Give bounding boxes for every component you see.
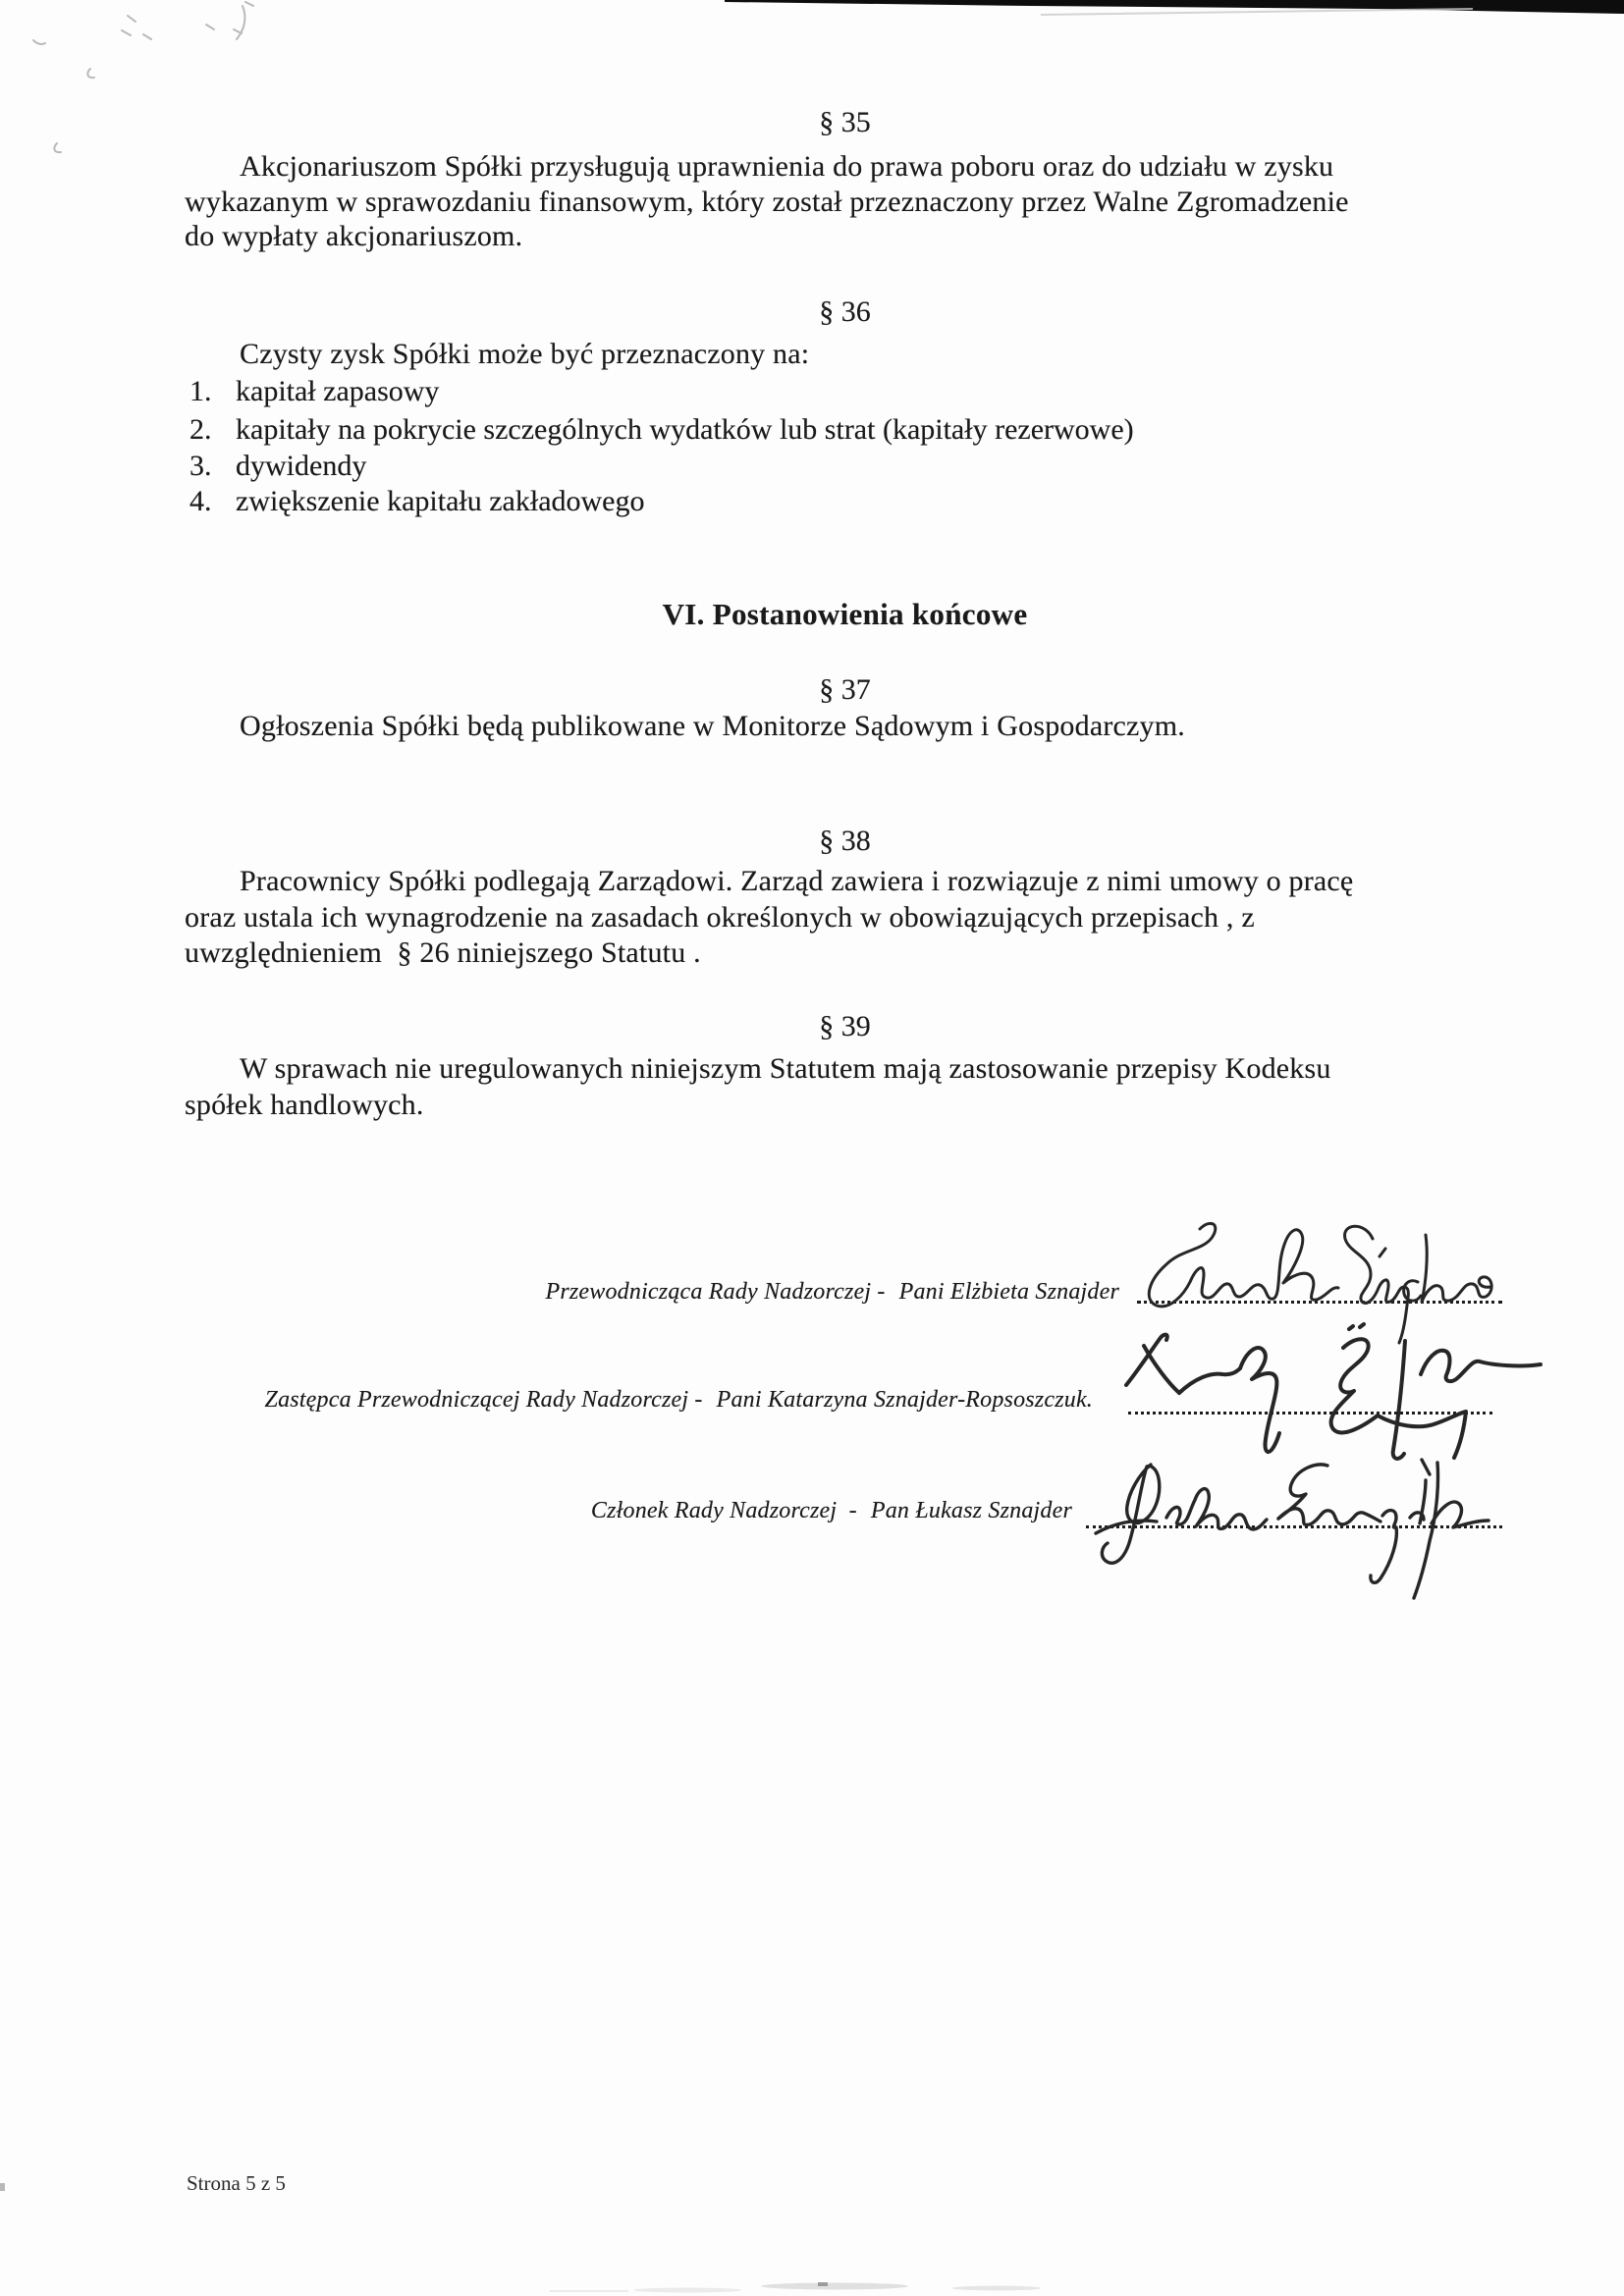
paragraph-35-line: wykazanym w sprawozdaniu finansowym, który został przeznaczony przez Walne Zgromadzenie	[185, 186, 1349, 218]
paragraph-35-line: Akcjonariuszom Spółki przysługują uprawnienia do prawa poboru oraz do udziału w zysku	[240, 150, 1334, 183]
scan-bottom-smudges	[0, 2183, 1041, 2293]
signature-role: Przewodnicząca Rady Nadzorczej -	[545, 1279, 886, 1305]
paragraph-39-line: W sprawach nie uregulowanych niniejszym Statutem mają zastosowanie przepisy Kodeksu	[240, 1052, 1331, 1085]
scan-cutoff-strip	[147, 2197, 471, 2220]
signature-dotted-line	[1086, 1498, 1502, 1528]
list-item	[189, 485, 644, 518]
page-number-footer: Strona 5 z 5	[187, 2171, 286, 2195]
signature-role: Członek Rady Nadzorczej -	[590, 1498, 857, 1523]
list-item-number: 3.	[189, 450, 212, 482]
paragraph-39-line: spółek handlowych.	[185, 1089, 424, 1121]
signature-label-member	[591, 1498, 1072, 1524]
list-item-number: 2.	[189, 413, 212, 446]
signature-name: Pani Elżbieta Sznajder	[898, 1279, 1119, 1305]
signature-role: Zastępca Przewodniczącej Rady Nadzorczej -	[264, 1387, 703, 1413]
signature-label-chairwoman	[545, 1279, 1119, 1306]
list-item-number: 1.	[189, 375, 212, 407]
signature-label-deputy-chairwoman	[265, 1387, 1093, 1414]
signature-dotted-line	[1137, 1273, 1502, 1304]
paragraph-37-line: Ogłoszenia Spółki będą publikowane w Monitorze Sądowym i Gospodarczym.	[240, 710, 1185, 742]
signature-dotted-line	[1128, 1384, 1492, 1415]
list-item-text: dywidendy	[236, 450, 367, 482]
scan-streak	[1041, 9, 1473, 15]
section-heading-36: § 36	[819, 295, 871, 328]
scan-edge-bar	[725, 0, 1624, 14]
signature-name: Pani Katarzyna Sznajder-Ropsoszczuk.	[716, 1387, 1093, 1413]
section-heading-35: § 35	[819, 106, 871, 138]
signature-name: Pan Łukasz Sznajder	[870, 1498, 1072, 1523]
section-heading-38: § 38	[819, 825, 871, 857]
chapter-heading: VI. Postanowienia końcowe	[662, 597, 1028, 631]
list-item-number: 4.	[189, 485, 212, 517]
list-item-text: kapitał zapasowy	[236, 375, 440, 407]
list-item	[189, 413, 1134, 447]
section-heading-39: § 39	[819, 1010, 871, 1042]
paragraph-38-line: uwzględnieniem § 26 niniejszego Statutu .	[185, 936, 701, 969]
paragraph-35-line: do wypłaty akcjonariuszom.	[185, 220, 523, 252]
paragraph-36-intro: Czysty zysk Spółki może być przeznaczony na:	[240, 338, 810, 370]
paragraph-38-line: Pracownicy Spółki podlegają Zarządowi. Zarząd zawiera i rozwiązuje z nimi umowy o pracę	[240, 865, 1354, 897]
list-item-text: kapitały na pokrycie szczególnych wydatków lub strat (kapitały rezerwowe)	[236, 413, 1134, 446]
list-item-text: zwiększenie kapitału zakładowego	[236, 485, 645, 517]
section-heading-37: § 37	[819, 673, 871, 706]
paragraph-38-line: oraz ustala ich wynagrodzenie na zasadach określonych w obowiązujących przepisach , z	[185, 901, 1255, 934]
list-item	[189, 450, 366, 483]
handwritten-signature-lukasz-sznajder	[1096, 1460, 1489, 1598]
list-item	[189, 375, 439, 408]
